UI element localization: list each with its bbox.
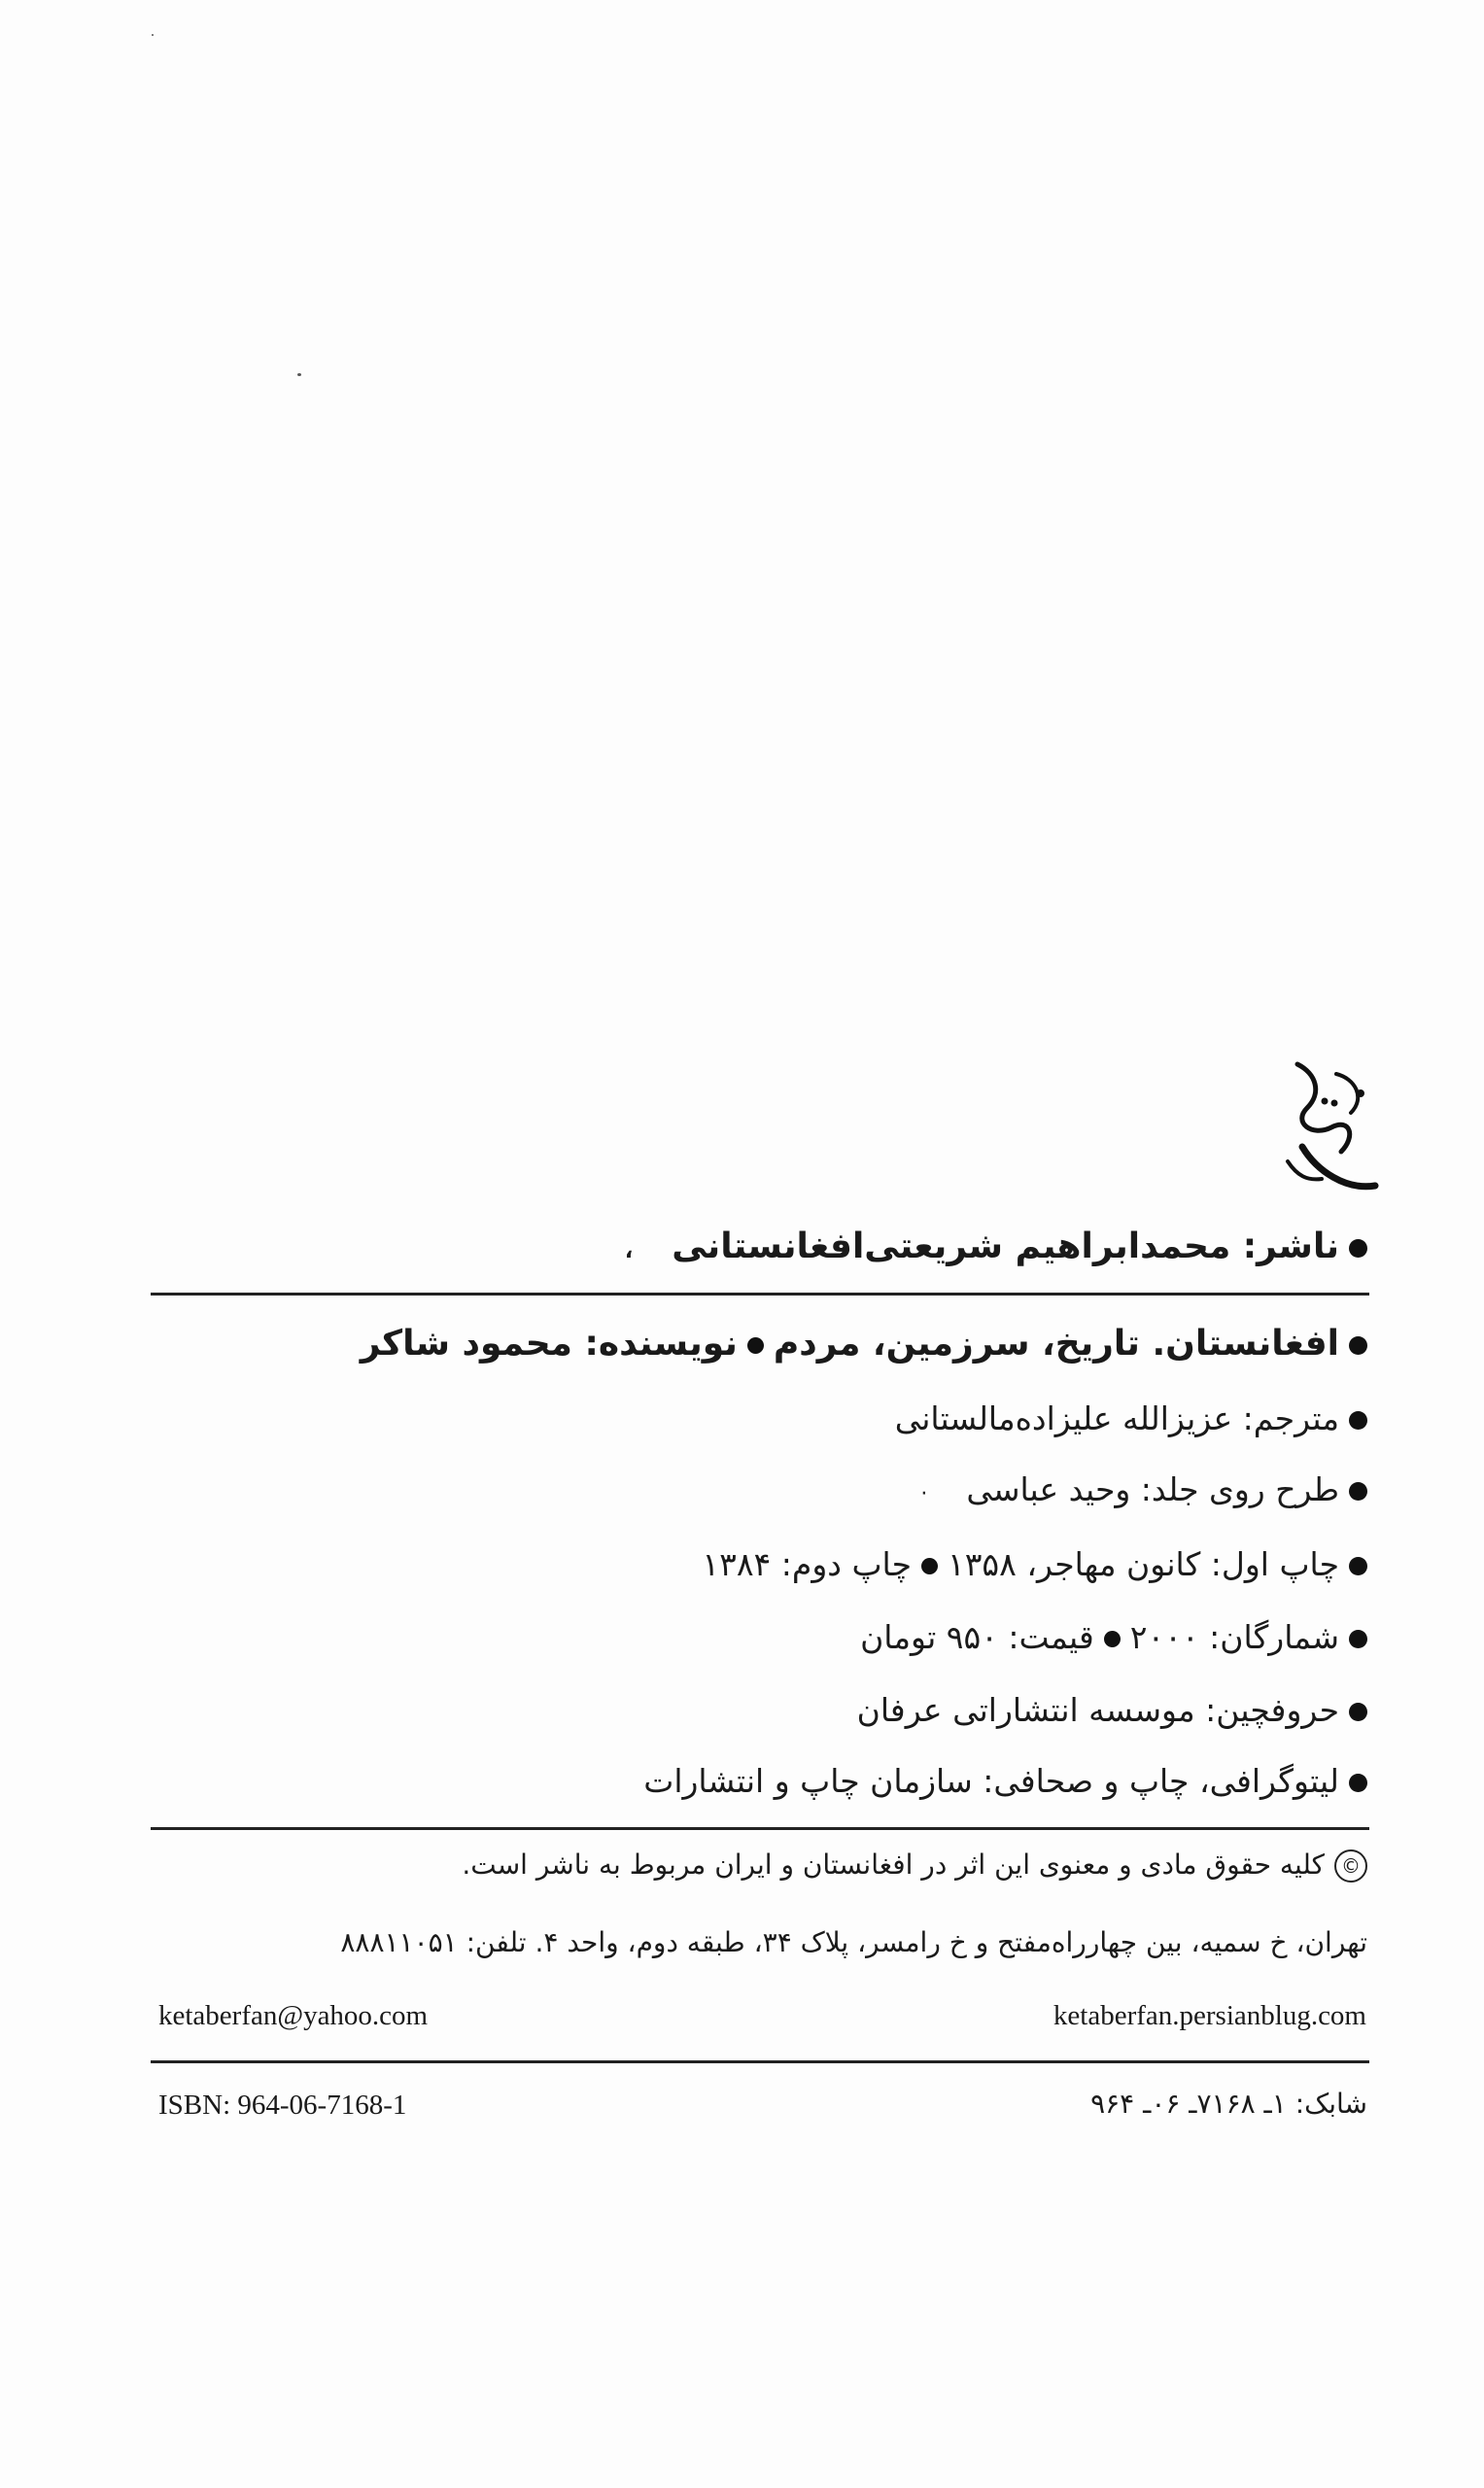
printing: لیتوگرافی، چاپ و صحافی: سازمان چاپ و انتشارات [643,1762,1339,1800]
book-title: افغانستان. تاریخ، سرزمین، مردم [773,1324,1339,1364]
scan-speck [152,34,154,36]
cover-mark: · [920,1482,928,1506]
bullet-icon [1349,1703,1367,1721]
bullet-icon [1104,1631,1121,1647]
bullet-icon [1349,1557,1367,1575]
title-line [155,1324,1367,1364]
copyright-icon: © [1334,1849,1367,1883]
bullet-icon [921,1558,938,1574]
translator: مترجم: عزیزالله علیزاده‌مالستانی [894,1400,1339,1437]
copyright-line [155,1849,1367,1883]
publisher-logo [1278,1054,1385,1200]
address-line [155,1926,1367,1958]
bullet-icon [747,1337,764,1354]
second-edition: چاپ دوم: ۱۳۸۴ [702,1545,912,1583]
shabak: شابک: ۱ـ ۷۱۶۸ـ ۰۶ـ ۹۶۴ [1090,2088,1367,2120]
email: ketaberfan@yahoo.com [158,2000,429,2031]
divider-bottom [151,2060,1369,2063]
circulation-line [155,1618,1367,1656]
divider-middle [151,1827,1369,1830]
address: تهران، خ سمیه، بین چهارراه‌مفتح و خ رامسر، پلاک ۳۴، طبقه دوم، واحد ۴. تلفن: ۸۸۸۱۱۰۵۱ [340,1926,1367,1958]
publisher-text: ناشر: محمدابراهیم شریعتی‌افغانستانی [672,1227,1339,1266]
bullet-icon [1349,1239,1367,1258]
shabak-line [784,2088,1367,2120]
cover-design-line [155,1470,1367,1508]
circulation: شمارگان: ۲۰۰۰ [1129,1618,1339,1656]
edition-line [155,1545,1367,1583]
bullet-icon [1349,1336,1367,1355]
first-edition: چاپ اول: کانون مهاجر، ۱۳۵۸ [947,1545,1339,1583]
bullet-icon [1349,1411,1367,1430]
cover-design: طرح روی جلد: وحید عباسی [966,1470,1339,1508]
price: قیمت: ۹۵۰ تومان [860,1618,1094,1656]
divider-top [151,1293,1369,1296]
publisher-mark: ، [624,1239,634,1263]
bullet-icon [1349,1482,1367,1501]
typesetting-line [155,1691,1367,1729]
typesetting: حروفچین: موسسه انتشاراتی عرفان [856,1691,1339,1729]
publisher-line [155,1227,1367,1266]
scan-speck [297,373,301,376]
printing-line [155,1762,1367,1800]
isbn: ISBN: 964-06-7168-1 [158,2090,407,2121]
copyright-text: کلیه حقوق مادی و معنوی این اثر در افغانستان و ایران مربوط به ناشر است. [462,1849,1325,1881]
website: ketaberfan.persianblug.com [1053,2000,1366,2031]
bullet-icon [1349,1774,1367,1792]
translator-line [155,1400,1367,1437]
author: نویسنده: محمود شاکر [360,1324,738,1364]
bullet-icon [1349,1630,1367,1648]
